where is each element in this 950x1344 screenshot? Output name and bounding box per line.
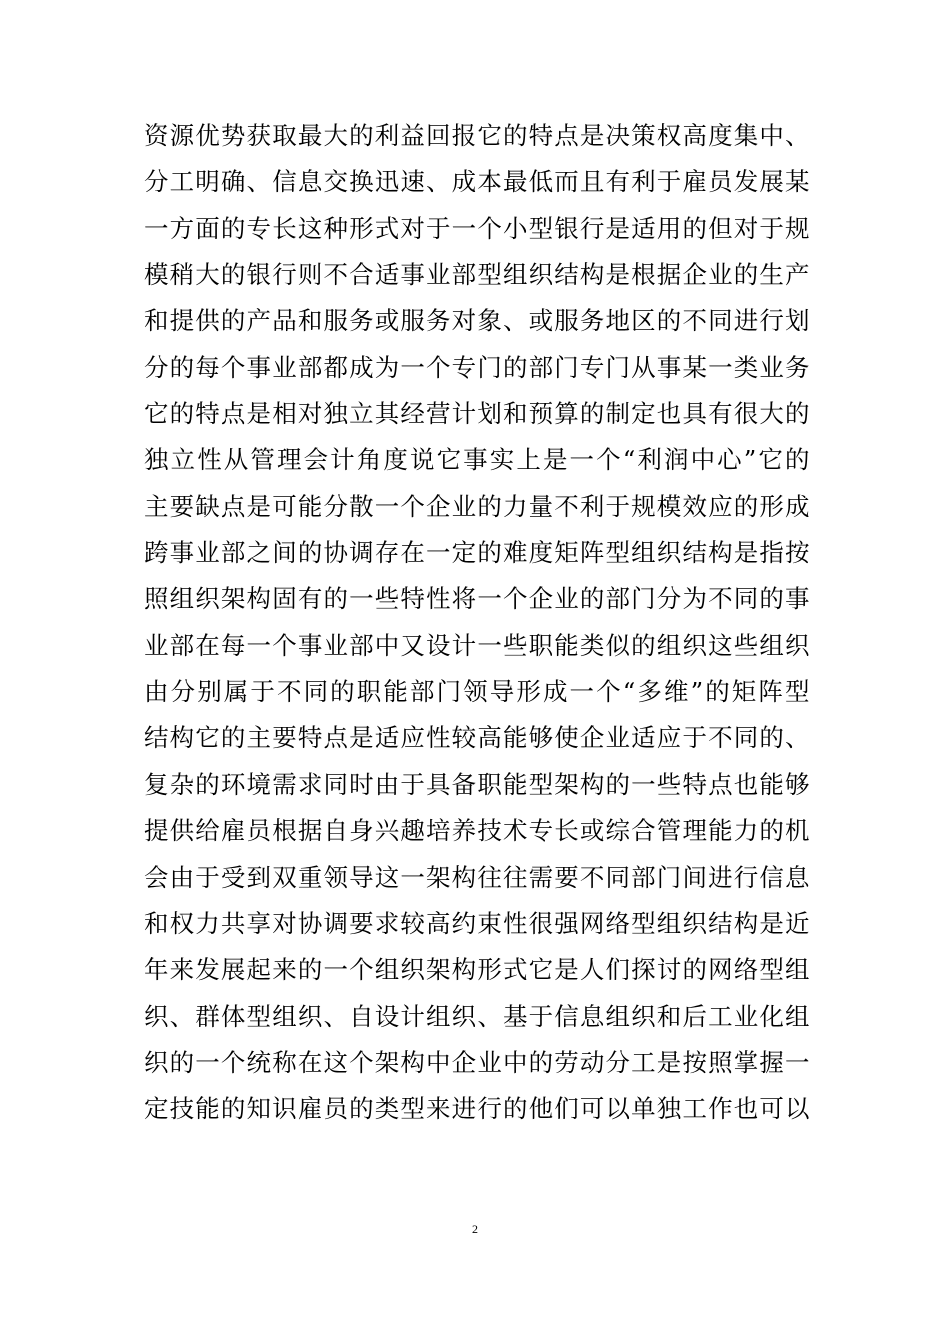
text-line: 织的一个统称在这个架构中企业中的劳动分工是按照掌握一 [144, 1047, 810, 1077]
text-line: 模稍大的银行则不合适事业部型组织结构是根据企业的生产 [144, 260, 810, 290]
text-line: 它的特点是相对独立其经营计划和预算的制定也具有很大的 [144, 399, 810, 429]
text-line: 主要缺点是可能分散一个企业的力量不利于规模效应的形成 [144, 491, 810, 521]
text-line: 资源优势获取最大的利益回报它的特点是决策权高度集中、 [144, 121, 810, 150]
page-number: 2 [472, 1222, 478, 1236]
text-line: 会由于受到双重领导这一架构往往需要不同部门间进行信息 [144, 862, 810, 892]
text-line: 一方面的专长这种形式对于一个小型银行是适用的但对于规 [144, 213, 810, 243]
text-line: 分工明确、信息交换迅速、成本最低而且有利于雇员发展某 [144, 167, 810, 197]
text-line: 和提供的产品和服务或服务对象、或服务地区的不同进行划 [144, 306, 810, 336]
text-line: 分的每个事业部都成为一个专门的部门专门从事某一类业务 [144, 352, 810, 382]
text-line: 独立性从管理会计角度说它事实上是一个“利润中心”它的 [144, 445, 810, 475]
text-line: 结构它的主要特点是适应性较高能够使企业适应于不同的、 [144, 723, 810, 753]
text-line: 照组织架构固有的一些特性将一个企业的部门分为不同的事 [144, 584, 810, 614]
body-text [144, 113, 810, 1133]
text-line: 年来发展起来的一个组织架构形式它是人们探讨的网络型组 [144, 955, 810, 985]
text-line: 和权力共享对协调要求较高约束性很强网络型组织结构是近 [144, 908, 810, 938]
text-line: 业部在每一个事业部中又设计一些职能类似的组织这些组织 [144, 630, 810, 660]
text-line: 由分别属于不同的职能部门领导形成一个“多维”的矩阵型 [144, 677, 810, 707]
text-line: 复杂的环境需求同时由于具备职能型架构的一些特点也能够 [144, 769, 810, 799]
text-line: 提供给雇员根据自身兴趣培养技术专长或综合管理能力的机 [144, 816, 810, 846]
text-line: 跨事业部之间的协调存在一定的难度矩阵型组织结构是指按 [144, 538, 810, 568]
text-line: 定技能的知识雇员的类型来进行的他们可以单独工作也可以 [144, 1094, 810, 1124]
text-line: 织、群体型组织、自设计组织、基于信息组织和后工业化组 [144, 1001, 810, 1031]
